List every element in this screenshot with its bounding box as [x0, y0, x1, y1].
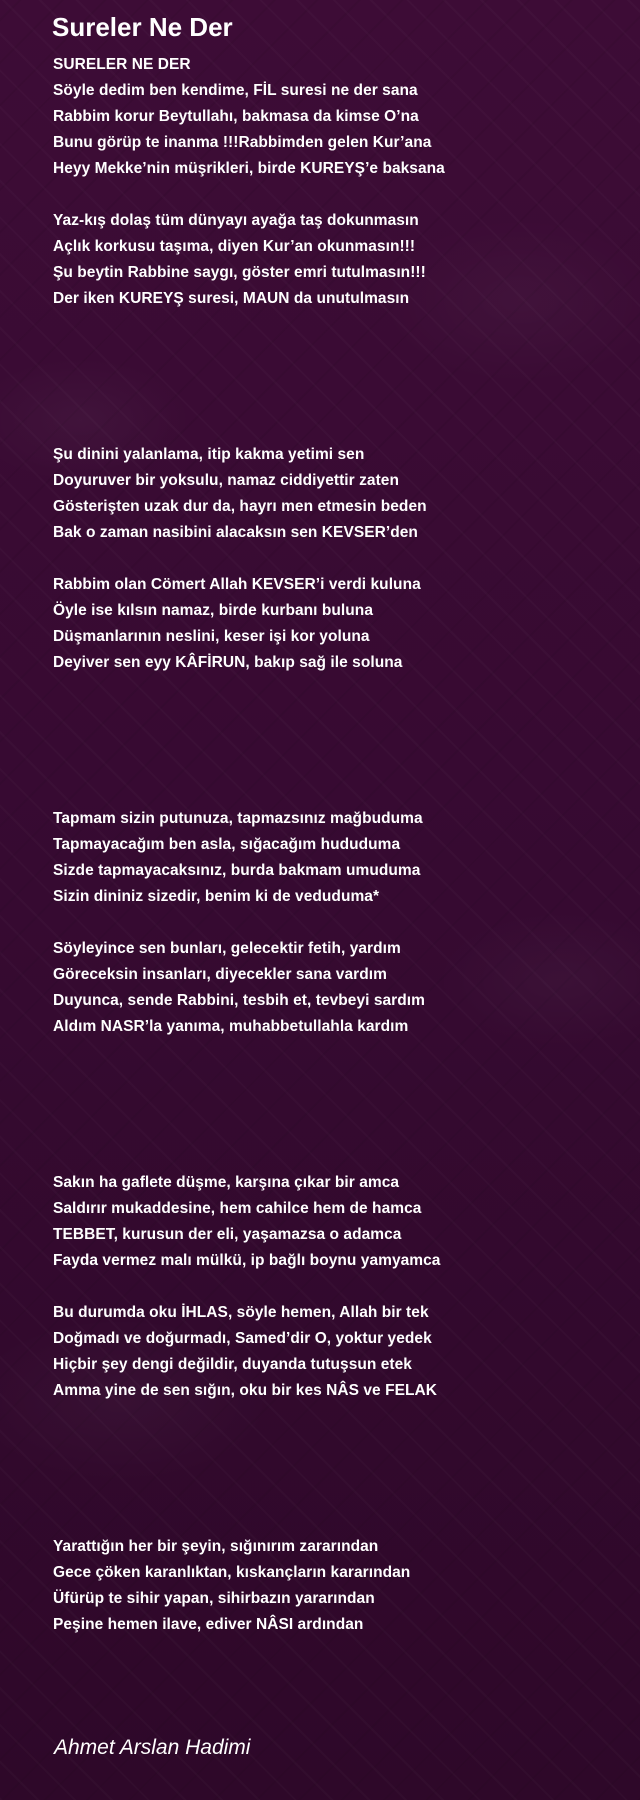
poem-body: [53, 52, 613, 1638]
poem-line: Sizin dininiz sizedir, benim ki de veduduma*: [53, 888, 380, 905]
poem-line: Bunu görüp te inanma !!!Rabbimden gelen Kur’ana: [53, 134, 432, 151]
poem-line: Gösterişten uzak dur da, hayrı men etmesin beden: [53, 498, 427, 515]
poem-line: Heyy Mekke’nin müşrikleri, birde KUREYŞ’e baksana: [53, 160, 445, 177]
stanza-gap: [53, 416, 613, 442]
poem-line: Göreceksin insanları, diyecekler sana vardım: [53, 966, 387, 983]
poem-title: Sureler Ne Der: [52, 12, 233, 42]
poem-line: Şu dinini yalanlama, itip kakma yetimi sen: [53, 446, 365, 463]
stanza-gap: [53, 312, 613, 338]
poem-line: Şu beytin Rabbine saygı, göster emri tutulmasın!!!: [53, 264, 426, 281]
stanza-gap: [53, 1118, 613, 1144]
poem-line: Söyle dedim ben kendime, FİL suresi ne der sana: [53, 82, 418, 99]
poem-line: Gece çöken karanlıktan, kıskançların kararından: [53, 1564, 411, 1581]
poem-line: Bu durumda oku İHLAS, söyle hemen, Allah bir tek: [53, 1304, 429, 1321]
stanza-gap: [53, 754, 613, 780]
poem-line: Düşmanlarının neslini, keser işi kor yoluna: [53, 628, 370, 645]
stanza-gap: [53, 1274, 613, 1300]
stanza-gap: [53, 910, 613, 936]
stanza-gap: [53, 676, 613, 702]
stanza-gap: [53, 1404, 613, 1430]
poem-line: Söyleyince sen bunları, gelecektir fetih, yardım: [53, 940, 401, 957]
poem-line: Deyiver sen eyy KÂFİRUN, bakıp sağ ile soluna: [53, 654, 403, 671]
poem-line: Üfürüp te sihir yapan, sihirbazın yararından: [53, 1590, 375, 1607]
poem-line: Yaz-kış dolaş tüm dünyayı ayağa taş dokunmasın: [53, 212, 419, 229]
poem-line: Bak o zaman nasibini alacaksın sen KEVSER’den: [53, 524, 418, 541]
poem-line: Saldırır mukaddesine, hem cahilce hem de hamca: [53, 1200, 422, 1217]
poem-line: Amma yine de sen sığın, oku bir kes NÂS ve FELAK: [53, 1382, 437, 1399]
poem-line: Aldım NASR’la yanıma, muhabbetullahla kardım: [53, 1018, 409, 1035]
poem-line: Der iken KUREYŞ suresi, MAUN da unutulmasın: [53, 290, 410, 307]
stanza-gap: [53, 364, 613, 390]
stanza-gap: [53, 546, 613, 572]
poem-line: Peşine hemen ilave, ediver NÂSI ardından: [53, 1616, 364, 1633]
poem-line: Rabbim korur Beytullahı, bakmasa da kimse O’na: [53, 108, 419, 125]
poem-line: Sakın ha gaflete düşme, karşına çıkar bir amca: [53, 1174, 400, 1191]
stanza-gap: [53, 1040, 613, 1066]
stanza-gap: [53, 1430, 613, 1456]
poem-line: Sizde tapmayacaksınız, burda bakmam umuduma: [53, 862, 421, 879]
stanza-gap: [53, 1456, 613, 1482]
stanza-gap: [53, 728, 613, 754]
poem-line: Yarattığın her bir şeyin, sığınırım zararından: [53, 1538, 379, 1555]
stanza-gap: [53, 780, 613, 806]
poem-line: Fayda vermez malı mülkü, ip bağlı boynu yamyamca: [53, 1252, 441, 1269]
stanza-gap: [53, 1508, 613, 1534]
poem-author: Ahmet Arslan Hadimi: [54, 1736, 251, 1759]
stanza-gap: [53, 390, 613, 416]
stanza-gap: [53, 1092, 613, 1118]
poem-line: Açlık korkusu taşıma, diyen Kur’an okunmasın!!!: [53, 238, 416, 255]
poem-line: Öyle ise kılsın namaz, birde kurbanı buluna: [53, 602, 373, 619]
stanza-gap: [53, 182, 613, 208]
stanza-gap: [53, 1482, 613, 1508]
poem-line: Rabbim olan Cömert Allah KEVSER’i verdi kuluna: [53, 576, 421, 593]
poem-line: TEBBET, kurusun der eli, yaşamazsa o adamca: [53, 1226, 402, 1243]
poem-line: Duyunca, sende Rabbini, tesbih et, tevbeyi sardım: [53, 992, 425, 1009]
poem-line: Tapmayacağım ben asla, sığacağım hududuma: [53, 836, 401, 853]
poem-line: Doyuruver bir yoksulu, namaz ciddiyettir zaten: [53, 472, 399, 489]
poem-line: SURELER NE DER: [53, 56, 191, 73]
stanza-gap: [53, 1144, 613, 1170]
stanza-gap: [53, 1066, 613, 1092]
poem-line: Hiçbir şey dengi değildir, duyanda tutuşsun etek: [53, 1356, 412, 1373]
poem-line: Doğmadı ve doğurmadı, Samed’dir O, yoktur yedek: [53, 1330, 432, 1347]
stanza-gap: [53, 338, 613, 364]
stanza-gap: [53, 702, 613, 728]
poem-line: Tapmam sizin putunuza, tapmazsınız mağbuduma: [53, 810, 423, 827]
